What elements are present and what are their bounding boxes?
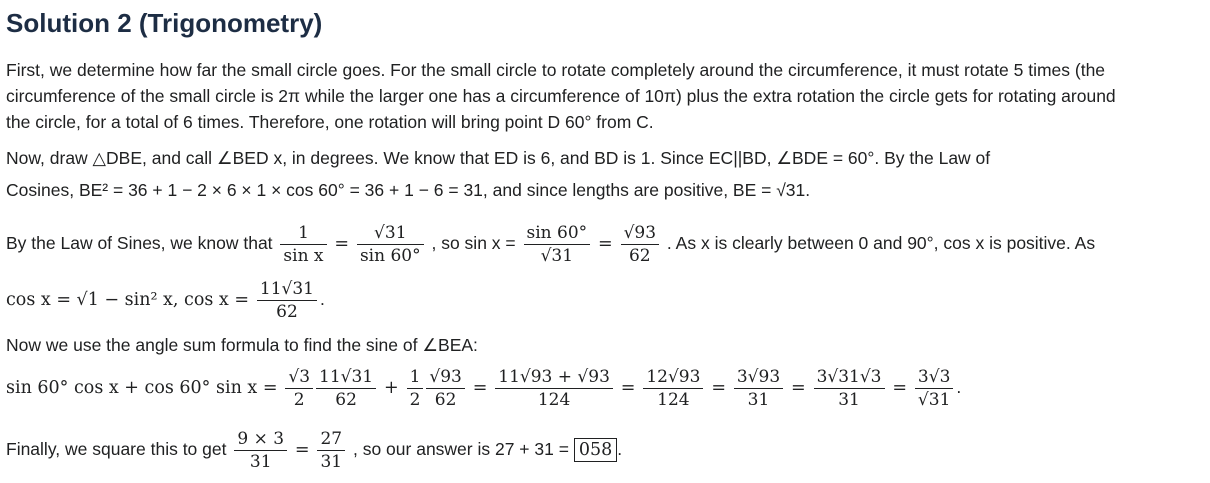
fraction-numerator: √93 (621, 222, 659, 245)
fraction-numerator: 11√31 (316, 366, 376, 389)
angle-sum-lhs: sin 60° cos x + cos 60° sin x = (6, 378, 278, 398)
fraction-numerator: 3√93 (734, 366, 783, 389)
fraction-denominator: √31 (540, 245, 574, 266)
cosx-positive-text: . As x is clearly between 0 and 90°, cos x is positive. As (666, 233, 1096, 253)
fraction-numerator: 3√31√3 (814, 366, 885, 389)
cosx-expression: cos x = √1 − sin² x, cos x = (6, 290, 250, 310)
fraction-11sqrt31-over-62 (316, 366, 376, 411)
section-heading: Solution 2 (Trigonometry) (6, 8, 323, 38)
fraction-denominator: 31 (320, 451, 343, 472)
equals-sign: = (294, 440, 310, 460)
fraction-denominator: 124 (657, 389, 690, 410)
plus-sign: + (384, 378, 399, 398)
angle-sum-line (6, 358, 961, 417)
fraction-3sqrt93-over-31 (734, 366, 783, 411)
fraction-denominator: 62 (335, 389, 357, 410)
equals-sign: = (620, 378, 636, 398)
boxed-answer: 058 (574, 438, 617, 462)
equals-sign: = (334, 234, 350, 254)
paragraph-2-line-2: Cosines, BE² = 36 + 1 − 2 × 6 × 1 × cos 60° = 36 + 1 − 6 = 31, and since lengths are positive, BE = √31. (6, 180, 811, 200)
fraction-sin60-over-sqrt31 (524, 222, 591, 267)
paragraph-1-line-3: the circle, for a total of 6 times. Therefore, one rotation will bring point D 60° from C. (6, 112, 654, 132)
fraction-denominator: 2 (409, 389, 421, 410)
fraction-1-over-sinx (280, 222, 326, 267)
paragraph-1-line-2: circumference of the small circle is 2π while the larger one has a circumference of 10π) plus the extra rotation the circle gets for rotating around (6, 86, 1116, 106)
fraction-12sqrt93-over-124 (643, 366, 703, 411)
angle-sum-intro: Now we use the angle sum formula to find the sine of ∠BEA: (6, 335, 478, 355)
fraction-denominator: 62 (628, 245, 651, 266)
fraction-denominator: sin x (283, 245, 324, 266)
law-of-sines-intro: By the Law of Sines, we know that (6, 233, 273, 253)
fraction-numerator: 11√93 + √93 (495, 366, 613, 389)
equals-sign: = (791, 378, 806, 398)
fraction-denominator: sin 60° (359, 245, 421, 266)
final-intro: Finally, we square this to get (6, 439, 227, 459)
fraction-9x3-over-31 (234, 428, 287, 473)
fraction-numerator: 12√93 (643, 366, 703, 389)
answer-sum-text: , so our answer is 27 + 31 = (352, 439, 569, 459)
fraction-denominator: 31 (838, 389, 860, 410)
period: . (956, 377, 962, 397)
fraction-denominator: √31 (917, 389, 951, 410)
period: . (617, 439, 623, 459)
fraction-numerator: √93 (426, 366, 464, 389)
fraction-11sqrt31-over-62 (257, 278, 317, 323)
fraction-numerator: 3√3 (915, 366, 953, 389)
fraction-denominator: 124 (537, 389, 571, 410)
fraction-denominator: 62 (276, 301, 298, 322)
paragraph-1-line-1: First, we determine how far the small circle goes. For the small circle to rotate completely around the circumference, it must rotate 5 times (the (6, 60, 1106, 80)
paragraph-2-line-1: Now, draw △DBE, and call ∠BED x, in degrees. We know that ED is 6, and BD is 1. Since EC||BD, ∠BDE = 60°. By the Law of (6, 148, 991, 168)
fraction-sqrt93-over-62 (621, 222, 659, 267)
so-sinx-text: , so sin x = (431, 233, 516, 253)
fraction-numerator: 1 (280, 222, 326, 245)
equals-sign: = (598, 234, 613, 254)
fraction-denominator: 2 (293, 389, 305, 410)
fraction-sqrt3-over-2 (285, 366, 313, 411)
fraction-numerator: 9 × 3 (234, 428, 287, 451)
period: . (320, 289, 325, 309)
equals-sign: = (472, 378, 488, 398)
fraction-3sqrt31sqrt3-over-31 (814, 366, 885, 411)
fraction-numerator: 1 (407, 366, 424, 389)
fraction-numerator: 11√31 (257, 278, 317, 301)
fraction-denominator: 31 (747, 389, 770, 410)
fraction-denominator: 31 (249, 451, 272, 472)
fraction-numerator: 27 (317, 428, 345, 451)
fraction-3sqrt3-over-sqrt31 (915, 366, 953, 411)
fraction-sum-over-124 (495, 366, 613, 411)
final-answer-line (6, 420, 622, 479)
fraction-sqrt93-over-62 (426, 366, 464, 411)
fraction-numerator: √31 (357, 222, 424, 245)
law-of-sines-line (6, 214, 1095, 273)
fraction-1-over-2 (407, 366, 424, 411)
fraction-numerator: √3 (285, 366, 313, 389)
fraction-sqrt31-over-sin60 (357, 222, 424, 267)
equals-sign: = (892, 378, 908, 398)
fraction-27-over-31 (317, 428, 345, 473)
equals-sign: = (711, 378, 726, 398)
cosx-line (6, 271, 325, 328)
fraction-denominator: 62 (434, 389, 457, 410)
fraction-numerator: sin 60° (524, 222, 591, 245)
